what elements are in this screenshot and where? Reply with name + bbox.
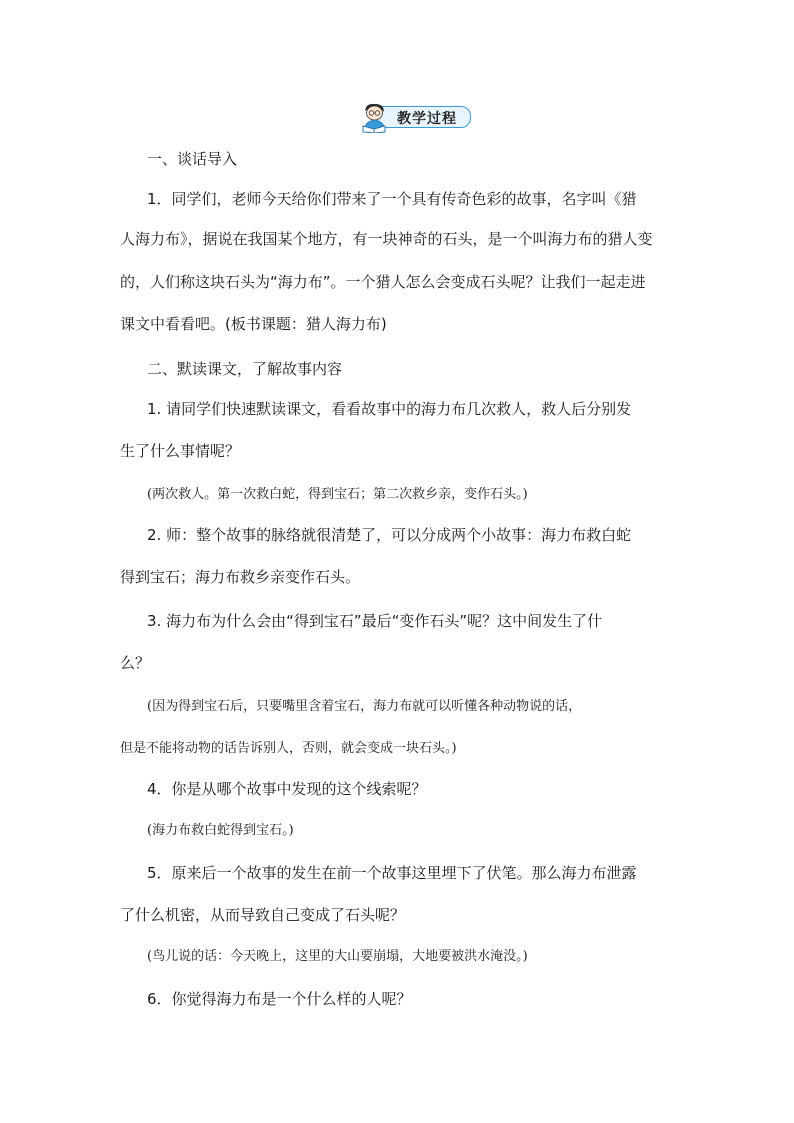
paragraph-line: 1．同学们，老师今天给你们带来了一个具有传奇色彩的故事，名字叫《猎 [147, 190, 637, 208]
answer-note: 但是不能将动物的话告诉别人，否则，就会变成一块石头。) [120, 741, 457, 756]
paragraph-line: 的，人们称这块石头为“海力布”。一个猎人怎么会变成石头呢？让我们一起走进 [120, 273, 646, 291]
paragraph-line: 课文中看看吧。(板书课题：猎人海力布) [120, 315, 387, 333]
paragraph-line: 生了什么事情呢？ [120, 442, 241, 460]
paragraph-line: 1. 请同学们快速默读课文，看看故事中的海力布几次救人，救人后分别发 [147, 400, 632, 418]
paragraph-line: 5．原来后一个故事的发生在前一个故事这里埋下了伏笔。那么海力布泄露 [147, 864, 637, 882]
paragraph-line: 3. 海力布为什么会由“得到宝石”最后“变作石头”呢？这中间发生了什 [147, 612, 603, 630]
answer-note: (因为得到宝石后，只要嘴里含着宝石，海力布就可以听懂各种动物说的话， [147, 699, 582, 714]
answer-note: (鸟儿说的话：今天晚上，这里的大山要崩塌，大地要被洪水淹没。) [147, 949, 528, 964]
paragraph-line: 么？ [120, 654, 151, 672]
section-heading: 一、谈话导入 [147, 150, 238, 168]
paragraph-line: 2. 师：整个故事的脉络就很清楚了，可以分成两个小故事：海力布救白蛇 [147, 526, 632, 544]
paragraph-line: 得到宝石；海力布救乡亲变作石头。 [120, 568, 361, 586]
student-reading-icon [357, 101, 397, 133]
paragraph-line: 人海力布》，据说在我国某个地方，有一块神奇的石头，是一个叫海力布的猎人变 [120, 230, 653, 248]
answer-note: (两次救人。第一次救白蛇，得到宝石；第二次救乡亲，变作石头。) [147, 487, 528, 502]
paragraph-line: 4．你是从哪个故事中发现的这个线索呢？ [147, 780, 427, 798]
badge-label: 教学过程 [397, 111, 457, 127]
paragraph-line: 6．你觉得海力布是一个什么样的人呢？ [147, 990, 412, 1008]
section-heading: 二、默读课文，了解故事内容 [147, 360, 343, 378]
answer-note: (海力布救白蛇得到宝石。) [147, 823, 294, 838]
paragraph-line: 了什么机密，从而导致自己变成了石头呢？ [120, 906, 406, 924]
